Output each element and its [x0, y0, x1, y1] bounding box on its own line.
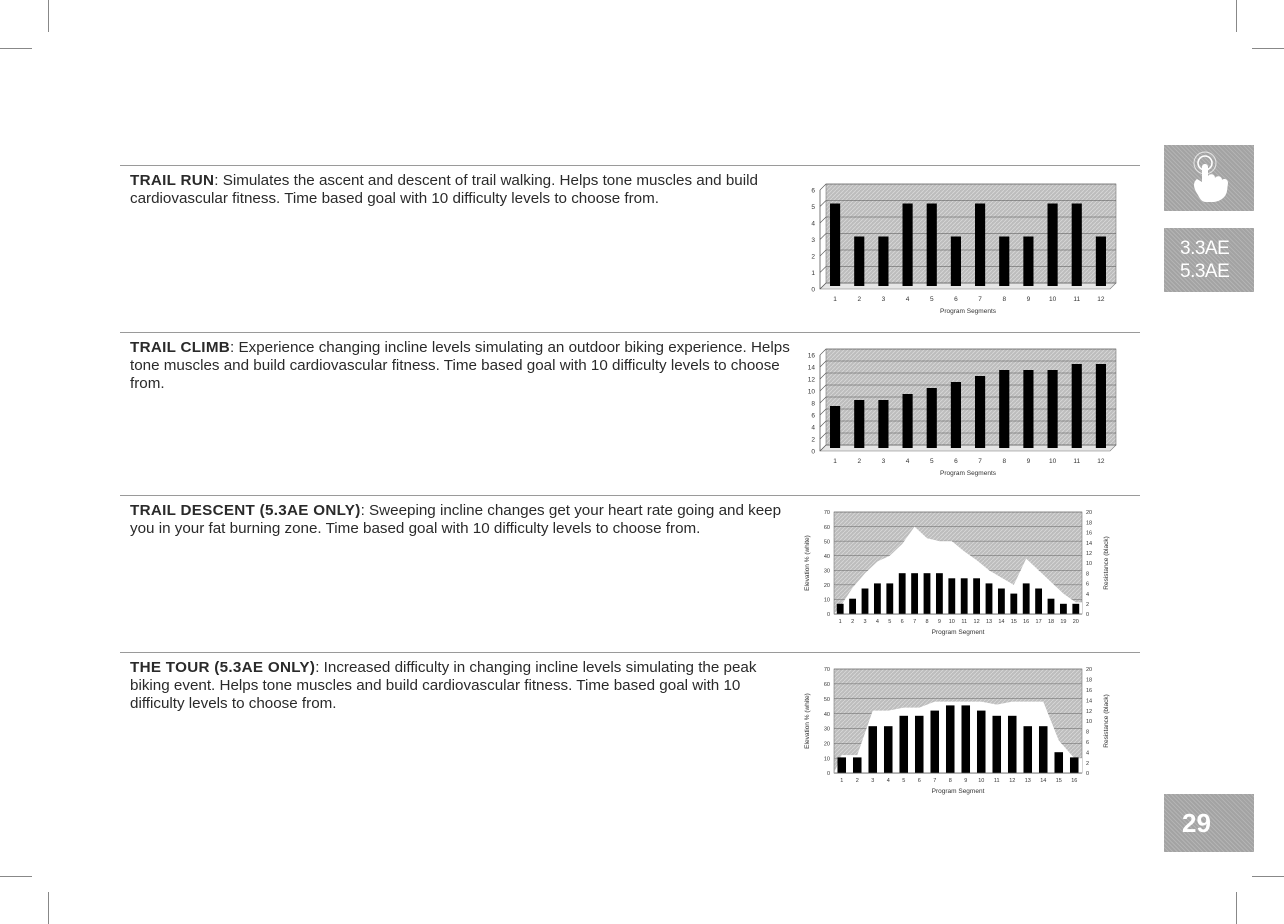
x-tick-label: 5: [902, 778, 906, 784]
gridline: [820, 397, 826, 403]
bar: [1096, 237, 1106, 287]
program-name: TRAIL RUN: [130, 172, 215, 189]
y-right-tick-label: 12: [1086, 708, 1093, 715]
bar: [903, 204, 913, 287]
bar: [884, 726, 893, 773]
x-tick-label: 20: [1072, 619, 1079, 625]
crop-mark: [1236, 892, 1237, 924]
y-tick-label: 20: [823, 741, 830, 748]
y-tick-label: 2: [811, 253, 815, 261]
bar: [1072, 604, 1079, 614]
x-tick-label: 18: [1047, 619, 1055, 625]
y-tick-label: 70: [823, 510, 830, 517]
x-tick-label: 3: [881, 458, 886, 465]
model-label: 3.3AE: [1180, 238, 1230, 259]
x-tick-label: 9: [964, 778, 968, 784]
x-axis-label: Program Segments: [940, 470, 996, 477]
y-right-tick-label: 0: [1086, 612, 1090, 619]
program-name: THE TOUR (5.3AE ONLY): [130, 659, 316, 676]
y-tick-label: 12: [807, 376, 815, 384]
x-tick-label: 11: [1073, 458, 1081, 465]
program-description-block: [130, 502, 790, 538]
gridline: [820, 201, 826, 207]
x-tick-label: 5: [888, 619, 892, 625]
y-right-tick-label: 20: [1086, 510, 1093, 517]
x-tick-label: 7: [978, 458, 982, 465]
y-right-tick-label: 0: [1086, 771, 1090, 778]
x-tick-label: 10: [1048, 458, 1057, 465]
hand-touch-icon: [1164, 145, 1254, 211]
x-tick-label: 10: [978, 778, 985, 784]
x-axis-label: Program Segments: [940, 308, 996, 315]
bar: [899, 716, 908, 773]
y-tick-label: 10: [807, 388, 815, 396]
x-tick-label: 8: [1002, 458, 1007, 465]
y-tick-label: 0: [811, 448, 815, 456]
program-name: TRAIL CLIMB: [130, 339, 231, 356]
y-tick-label: 30: [823, 568, 830, 575]
bar: [975, 376, 985, 448]
y-tick-label: 0: [826, 771, 830, 778]
y-tick-label: 10: [823, 756, 830, 763]
x-tick-label: 12: [1009, 778, 1016, 784]
program-description: : Experience changing incline levels simulating an outdoor biking experience. Helps tone muscles and build cardiovascular fitness. Time based goal with 10 difficulty levels to choose from.: [130, 339, 790, 392]
bar: [1048, 204, 1058, 287]
x-tick-label: 8: [1002, 296, 1007, 303]
program-description: : Increased difficulty in changing incline levels simulating the peak biking event. Helps tone muscles and build cardiovascular fitness. Time based goal with 10 difficulty levels to choose from.: [130, 659, 757, 712]
bar: [911, 573, 918, 614]
y-tick-label: 20: [823, 583, 830, 590]
touch-tab: [1164, 145, 1254, 211]
bar: [899, 573, 906, 614]
y-right-tick-label: 6: [1086, 581, 1090, 588]
crop-mark: [0, 48, 32, 49]
bar: [837, 604, 844, 614]
y-right-tick-label: 6: [1086, 740, 1090, 746]
bar: [878, 400, 888, 448]
x-tick-label: 4: [875, 619, 879, 625]
x-tick-label: 9: [1026, 296, 1031, 303]
x-tick-label: 5: [929, 458, 934, 465]
gridline: [820, 373, 826, 379]
y-tick-label: 4: [811, 220, 815, 228]
x-tick-label: 3: [881, 296, 886, 303]
bar: [1048, 599, 1055, 614]
bar: [849, 599, 856, 614]
bar: [853, 757, 862, 773]
x-tick-label: 12: [973, 619, 980, 625]
page-number: 29: [1182, 808, 1211, 838]
crop-mark: [0, 876, 32, 877]
x-tick-label: 2: [851, 619, 855, 625]
bar: [998, 589, 1005, 615]
x-axis-label: Program Segment: [931, 629, 985, 636]
bar: [936, 573, 943, 614]
x-tick-label: 11: [961, 619, 968, 625]
bar: [854, 237, 864, 287]
x-tick-label: 1: [833, 458, 837, 465]
bar: [927, 204, 937, 287]
bar: [924, 573, 931, 614]
x-tick-label: 12: [1097, 296, 1105, 303]
gridline: [820, 349, 826, 355]
y-tick-label: 50: [823, 696, 830, 703]
y-tick-label: 50: [823, 539, 830, 546]
plot-floor: [820, 445, 1116, 451]
bar: [1023, 726, 1032, 773]
y-right-tick-label: 12: [1086, 551, 1093, 557]
y-right-tick-label: 4: [1086, 591, 1090, 598]
gridline: [820, 184, 826, 190]
x-tick-label: 8: [948, 778, 952, 784]
y-right-tick-label: 8: [1086, 729, 1090, 736]
x-tick-label: 7: [933, 778, 937, 784]
x-tick-label: 13: [1024, 778, 1031, 784]
x-tick-label: 4: [905, 458, 910, 465]
y-tick-label: 2: [811, 436, 815, 444]
bar: [830, 406, 840, 448]
y-tick-label: 30: [823, 726, 830, 733]
crop-mark: [48, 0, 49, 32]
y-right-tick-label: 14: [1086, 698, 1093, 705]
bar: [1072, 204, 1082, 287]
bar: [1054, 752, 1063, 773]
bar: [886, 583, 893, 614]
bar: [868, 726, 877, 773]
x-tick-label: 15: [1055, 778, 1062, 784]
bar: [874, 583, 881, 614]
gridline: [820, 234, 826, 240]
bar: [999, 370, 1009, 448]
y-tick-label: 4: [811, 424, 815, 432]
model-label: 5.3AE: [1180, 261, 1230, 282]
x-tick-label: 9: [937, 619, 941, 625]
bar: [977, 711, 986, 773]
bar: [1023, 583, 1030, 614]
gridline: [820, 409, 826, 415]
bar: [961, 578, 968, 614]
x-tick-label: 3: [863, 619, 867, 625]
gridline: [820, 250, 826, 256]
x-tick-label: 1: [838, 619, 842, 625]
x-tick-label: 11: [1073, 296, 1081, 303]
bar: [915, 716, 924, 773]
trail-descent-chart: [800, 504, 1120, 648]
x-tick-label: 4: [905, 296, 910, 303]
bar: [1008, 716, 1017, 773]
program-description: : Simulates the ascent and descent of trail walking. Helps tone muscles and build cardiovascular fitness. Time based goal with 10 difficulty levels to choose from.: [130, 172, 758, 207]
bar: [1060, 604, 1067, 614]
y-tick-label: 5: [811, 204, 815, 211]
bar: [830, 204, 840, 287]
bar: [1048, 370, 1058, 448]
bar: [975, 204, 985, 287]
x-tick-label: 7: [913, 619, 917, 625]
y-tick-label: 10: [823, 597, 830, 604]
x-tick-label: 15: [1010, 619, 1017, 625]
x-tick-label: 7: [978, 296, 982, 303]
y-axis-label: Elevation % (white): [804, 535, 811, 591]
gridline: [820, 385, 826, 391]
y-tick-label: 16: [807, 352, 815, 360]
bar: [862, 589, 869, 615]
x-tick-label: 5: [929, 296, 934, 303]
x-tick-label: 10: [948, 619, 955, 625]
model-tab: [1164, 228, 1254, 292]
gridline: [820, 267, 826, 273]
x-tick-label: 12: [1097, 458, 1105, 465]
crop-mark: [48, 892, 49, 924]
bar: [1023, 370, 1033, 448]
program-description: : Sweeping incline changes get your heart rate going and keep you in your fat burning zone. Time based goal with 10 difficulty levels to choose from.: [130, 502, 782, 537]
the-tour-chart: [800, 661, 1120, 805]
bar: [973, 578, 980, 614]
y-right-axis-label: Resistance (black): [1103, 536, 1110, 590]
y-right-tick-label: 16: [1086, 688, 1093, 694]
x-tick-label: 6: [917, 778, 921, 784]
bar: [992, 716, 1001, 773]
bar: [1070, 757, 1079, 773]
x-tick-label: 13: [985, 619, 993, 625]
bar: [1023, 237, 1033, 287]
y-tick-label: 70: [823, 667, 830, 674]
x-tick-label: 14: [998, 619, 1005, 625]
bar: [961, 705, 970, 773]
x-tick-label: 14: [1040, 778, 1047, 784]
y-right-tick-label: 2: [1086, 760, 1090, 767]
bar: [903, 394, 913, 448]
program-name: TRAIL DESCENT (5.3AE ONLY): [130, 502, 361, 519]
bar: [1096, 364, 1106, 448]
x-tick-label: 2: [857, 458, 862, 465]
y-right-tick-label: 18: [1086, 520, 1093, 527]
x-axis-label: Program Segment: [931, 788, 985, 795]
y-tick-label: 14: [807, 364, 815, 372]
y-right-tick-label: 4: [1086, 750, 1090, 757]
gridline: [820, 361, 826, 367]
bar: [951, 237, 961, 287]
y-right-tick-label: 10: [1086, 561, 1093, 568]
program-description-block: [130, 659, 790, 713]
y-tick-label: 0: [811, 286, 815, 294]
bar: [1035, 589, 1042, 615]
gridline: [820, 433, 826, 439]
y-tick-label: 60: [823, 682, 830, 689]
program-description-block: [130, 339, 790, 393]
bar: [1072, 364, 1082, 448]
y-axis-label: Elevation % (white): [804, 693, 811, 749]
y-right-tick-label: 14: [1086, 540, 1093, 547]
y-right-tick-label: 18: [1086, 677, 1093, 684]
y-right-tick-label: 10: [1086, 719, 1093, 726]
y-tick-label: 6: [811, 412, 815, 420]
page-number-tab: [1164, 794, 1254, 852]
x-tick-label: 1: [840, 778, 844, 784]
plot-floor: [820, 283, 1116, 289]
x-tick-label: 9: [1026, 458, 1031, 465]
x-tick-label: 16: [1071, 778, 1078, 784]
x-tick-label: 8: [925, 619, 929, 625]
y-tick-label: 60: [823, 524, 830, 531]
bar: [854, 400, 864, 448]
crop-mark: [1236, 0, 1237, 32]
y-tick-label: 8: [811, 400, 815, 408]
y-right-tick-label: 8: [1086, 571, 1090, 578]
y-tick-label: 3: [811, 237, 815, 244]
bar: [1039, 726, 1048, 773]
bar: [946, 705, 955, 773]
gridline: [820, 217, 826, 223]
y-tick-label: 40: [823, 553, 830, 560]
x-tick-label: 16: [1023, 619, 1030, 625]
y-tick-label: 6: [811, 187, 815, 195]
bar: [948, 578, 955, 614]
y-right-tick-label: 16: [1086, 530, 1093, 537]
x-tick-label: 4: [886, 778, 890, 784]
y-tick-label: 1: [811, 270, 815, 277]
crop-mark: [1252, 48, 1284, 49]
bar: [930, 711, 939, 773]
gridline: [820, 421, 826, 427]
x-tick-label: 6: [900, 619, 904, 625]
program-description-block: [130, 172, 790, 208]
x-tick-label: 1: [833, 296, 837, 303]
bar: [999, 237, 1009, 287]
x-tick-label: 6: [954, 296, 958, 303]
bar: [837, 757, 846, 773]
x-tick-label: 2: [855, 778, 859, 784]
y-right-tick-label: 2: [1086, 602, 1090, 608]
bar: [927, 388, 937, 448]
bar: [986, 583, 993, 614]
y-right-tick-label: 20: [1086, 667, 1093, 674]
x-tick-label: 10: [1048, 296, 1057, 303]
crop-mark: [1252, 876, 1284, 877]
x-tick-label: 6: [954, 458, 958, 465]
x-tick-label: 11: [993, 778, 1000, 784]
bar: [1010, 594, 1017, 614]
x-tick-label: 17: [1035, 619, 1042, 625]
trail-climb-chart: [800, 342, 1120, 488]
y-tick-label: 40: [823, 711, 830, 718]
y-tick-label: 0: [826, 612, 830, 619]
x-tick-label: 2: [857, 296, 862, 303]
y-right-axis-label: Resistance (black): [1103, 694, 1110, 748]
bar: [878, 237, 888, 287]
x-tick-label: 3: [871, 778, 875, 784]
x-tick-label: 19: [1060, 619, 1067, 625]
trail-run-chart: [800, 178, 1120, 326]
bar: [951, 382, 961, 448]
